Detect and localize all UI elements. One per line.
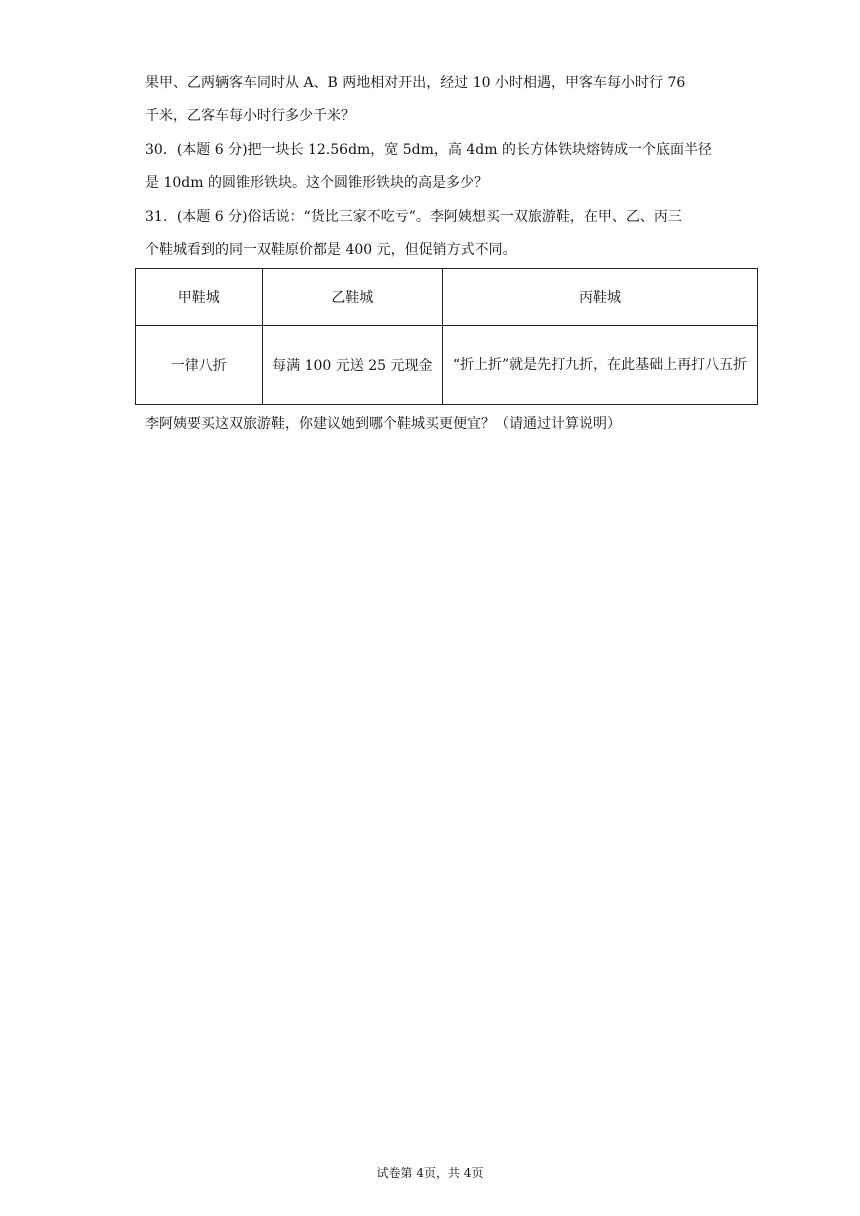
problem-line: 31．(本题 6 分)俗话说：“货比三家不吃亏”。李阿姨想买一双旅游鞋，在甲、乙、丙三 (145, 209, 682, 225)
table-row (136, 326, 758, 405)
table-header-cell: 丙鞋城 (443, 269, 758, 326)
table-header-cell: 甲鞋城 (136, 269, 263, 326)
problem-line: 30．(本题 6 分)把一块长 12.56dm，宽 5dm，高 4dm 的长方体铁块熔铸成一个底面半径 (145, 142, 712, 158)
question-line: 李阿姨要买这双旅游鞋，你建议她到哪个鞋城买更便宜？（请通过计算说明） (145, 416, 621, 432)
problem-line: 是 10dm 的圆锥形铁块。这个圆锥形铁块的高是多少？ (145, 175, 488, 191)
problem-line: 果甲、乙两辆客车同时从 A、B 两地相对开出，经过 10 小时相遇，甲客车每小时行 76 (145, 75, 686, 91)
problem-line: 个鞋城看到的同一双鞋原价都是 400 元，但促销方式不同。 (145, 242, 517, 258)
table-cell: 每满 100 元送 25 元现金 (262, 326, 442, 405)
page-footer: 试卷第 4页，共 4页 (376, 1166, 484, 1180)
table-header-row (136, 269, 758, 326)
table-cell: “折上折”就是先打九折，在此基础上再打八五折 (443, 326, 758, 405)
problem-line: 千米，乙客车每小时行多少千米？ (145, 108, 355, 124)
promotion-table (135, 268, 758, 405)
table-header-cell: 乙鞋城 (262, 269, 442, 326)
table-cell: 一律八折 (136, 326, 263, 405)
